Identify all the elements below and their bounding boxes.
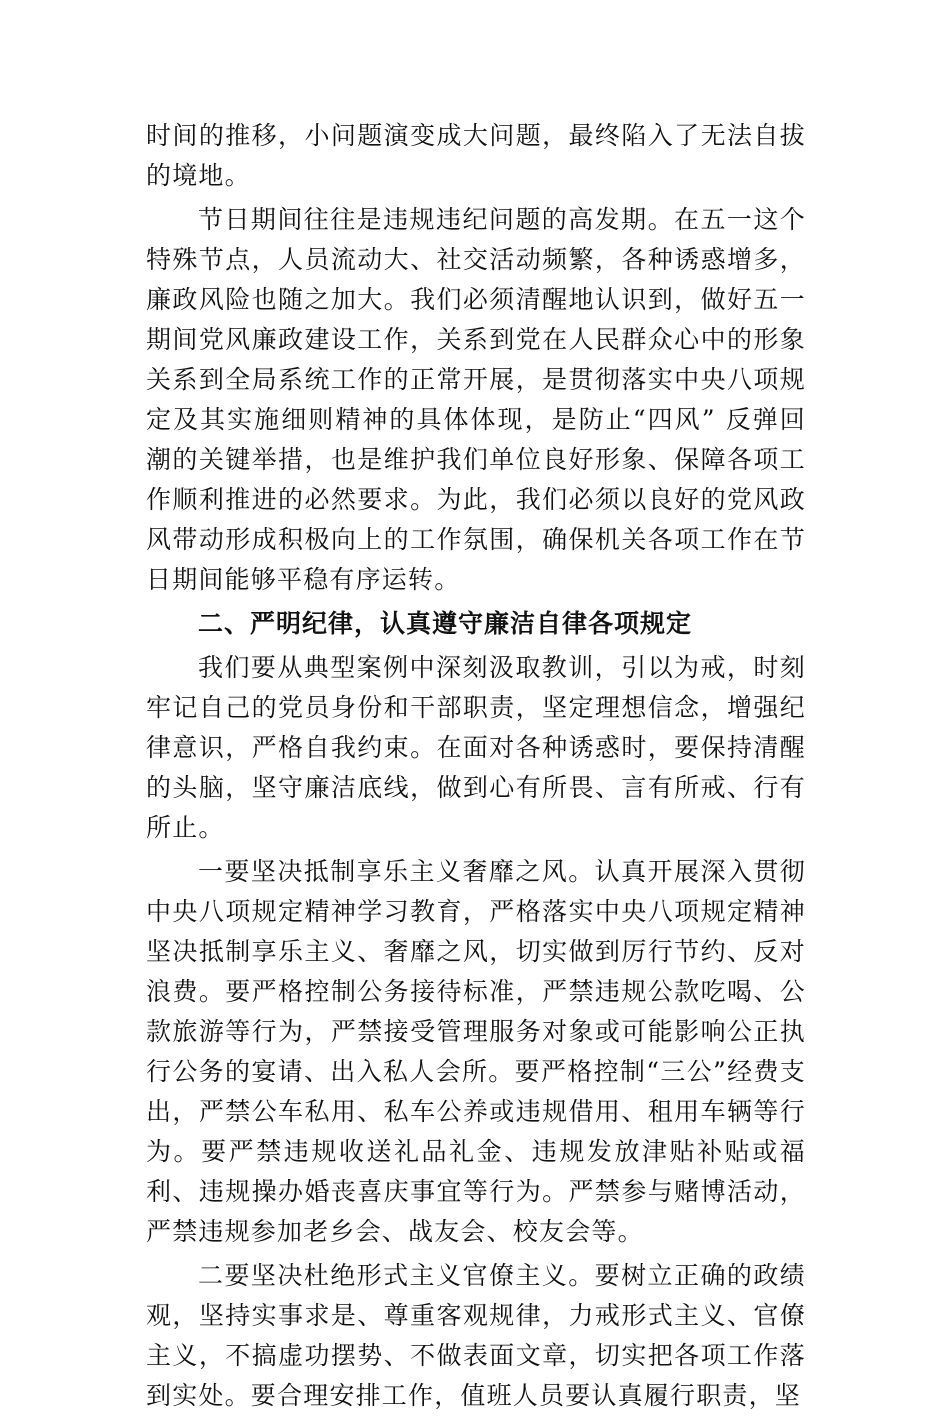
paragraph-point-two	[146, 1256, 806, 1416]
paragraph-point-one	[146, 852, 806, 1252]
document-body	[146, 116, 806, 1420]
section-heading: 二、严明纪律，认真遵守廉洁自律各项规定	[198, 609, 693, 638]
point-one-body: 认真开展深入贯彻中央八项规定精神学习教育，严格落实中央八项规定精神坚决抵制享乐主义、奢靡之风，切实做到厉行节约、反对浪费。要严格控制公务接待标准，严禁违规公款吃喝、公款旅游等行为，严禁接受管理服务对象或可能影响公正执行公务的宴请、出入私人会所。要严格控制“三公”经费支出，严禁公车私用、私车公养或违规借用、租用车辆等行为。要严禁违规收送礼品礼金、违规发放津贴补贴或福利、违规操办婚丧喜庆事宜等行为。严禁参与赌博活动，严禁违规参加老乡会、战友会、校友会等。	[146, 857, 806, 1246]
point-two-body: 要树立正确的政绩观，坚持实事求是、尊重客观规律，力戒形式主义、官僚主义，不搞虚功摆势、不做表面文章，切实把各项工作落到实处。要合理安排工作，值班人员要认真履行职责，坚	[146, 1261, 806, 1410]
point-one-lead: 一要坚决抵制享乐主义奢靡之风。	[198, 857, 595, 886]
paragraph-continuation: 时间的推移，小问题演变成大问题，最终陷入了无法自拔的境地。	[146, 121, 806, 190]
point-two-lead: 二要坚决杜绝形式主义官僚主义。	[198, 1261, 595, 1290]
paragraph-lessons: 我们要从典型案例中深刻汲取教训，引以为戒，时刻牢记自己的党员身份和干部职责，坚定理想信念，增强纪律意识，严格自我约束。在面对各种诱惑时，要保持清醒的头脑，坚守廉洁底线，做到心有所畏、言有所戒、行有所止。	[146, 653, 806, 842]
paragraph-holiday-risk: 节日期间往往是违规违纪问题的高发期。在五一这个特殊节点，人员流动大、社交活动频繁，各种诱惑增多，廉政风险也随之加大。我们必须清醒地认识到，做好五一期间党风廉政建设工作，关系到党在人民群众心中的形象关系到全局系统工作的正常开展，是贯彻落实中央八项规定及其实施细则精神的具体体现，是防止“四风” 反弹回潮的关键举措，也是维护我们单位良好形象、保障各项工作顺利推进的必然要求。为此，我们必须以良好的党风政风带动形成积极向上的工作氛围，确保机关各项工作在节日期间能够平稳有序运转。	[146, 205, 806, 594]
